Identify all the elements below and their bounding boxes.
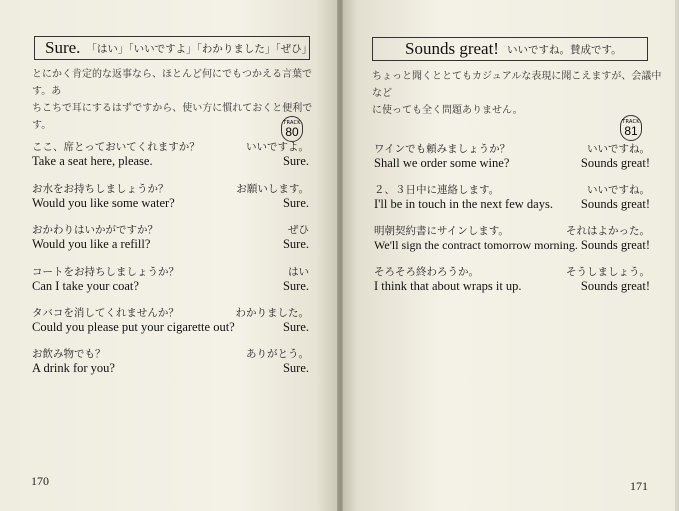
question-jp: ワインでも頼みましょうか？ — [374, 143, 511, 155]
reply-en: Sure. — [282, 154, 309, 168]
list-item — [32, 222, 309, 254]
reply-en: Sounds great! — [580, 238, 650, 252]
question-jp: そろそろ終わろうか。 — [374, 266, 479, 278]
question-jp: ２、３日中に連絡します。 — [374, 184, 500, 196]
reply-en: Sounds great! — [580, 197, 650, 211]
track-label: TRACK — [283, 120, 301, 126]
right-intro-line: ちょっと聞くととてもカジュアルな表現に聞こえますが、会議中など — [372, 71, 662, 99]
page-number: 170 — [31, 474, 49, 488]
reply-jp: いいですよ。 — [246, 141, 309, 153]
question-jp: 明朝契約書にサインします。 — [374, 225, 509, 237]
reply-jp: そうしましょう。 — [566, 266, 650, 278]
list-item — [32, 346, 309, 378]
reply-jp: はい — [288, 266, 309, 278]
left-title: Sure. — [45, 38, 81, 57]
book-spine — [337, 0, 343, 511]
reply-en: Sure. — [282, 279, 309, 293]
page-edge — [675, 0, 679, 511]
question-en: I'll be in touch in the next few days. — [374, 197, 553, 211]
question-jp: お飲み物でも？ — [32, 348, 106, 360]
list-item — [32, 181, 309, 213]
right-page — [340, 0, 679, 511]
left-subtitle: 「はい」「いいですよ」「わかりました」「ぜひ」 — [86, 42, 313, 55]
reply-jp: わかりました。 — [235, 307, 309, 319]
reply-en: Sure. — [282, 196, 309, 210]
question-en: Take a seat here, please. — [32, 154, 153, 168]
right-subtitle: いいですね。賛成です。 — [506, 43, 622, 56]
list-item — [374, 141, 650, 173]
reply-jp: いいですね。 — [587, 143, 650, 155]
list-item — [374, 182, 650, 214]
list-item — [32, 139, 309, 171]
right-intro-line: に使っても全く問題ありません。 — [372, 105, 523, 116]
question-jp: コートをお持ちしましょうか？ — [32, 266, 179, 278]
question-jp: ここ、席とっておいてくれますか？ — [32, 141, 200, 153]
left-intro-line: とにかく肯定的な返事なら、ほとんど何にでもつかえる言葉です。あ — [32, 69, 312, 97]
reply-en: Sure. — [282, 361, 309, 375]
right-intro — [372, 68, 662, 119]
question-jp: タバコを消してくれませんか？ — [32, 307, 179, 319]
question-en: Shall we order some wine? — [374, 156, 510, 170]
left-intro — [32, 66, 322, 134]
reply-jp: それはよかった。 — [566, 225, 650, 237]
track-number: 80 — [285, 125, 299, 139]
reply-en: Sounds great! — [580, 279, 650, 293]
reply-jp: ありがとう。 — [246, 348, 309, 360]
reply-jp: いいですね。 — [587, 184, 650, 196]
right-track-badge — [620, 115, 642, 141]
left-title-box — [34, 36, 313, 60]
reply-en: Sounds great! — [580, 156, 650, 170]
list-item — [32, 264, 309, 296]
question-en: Would you like a refill? — [32, 237, 151, 251]
question-en: Can I take your coat? — [32, 279, 139, 293]
question-en: A drink for you? — [32, 361, 115, 375]
reply-jp: お願いします。 — [236, 183, 309, 195]
page-number: 171 — [630, 479, 648, 493]
track-label: TRACK — [622, 119, 640, 125]
question-jp: おかわりはいかがですか？ — [32, 224, 158, 236]
reply-en: Sure. — [282, 237, 309, 251]
list-item — [32, 305, 309, 337]
right-title: Sounds great! — [405, 39, 499, 58]
question-en: Would you like some water? — [32, 196, 175, 210]
question-en: We'll sign the contract tomorrow morning. — [374, 238, 578, 252]
reply-jp: ぜひ — [288, 224, 309, 236]
track-number: 81 — [624, 124, 638, 138]
reply-en: Sure. — [282, 320, 309, 334]
list-item — [374, 264, 650, 296]
question-en: I think that about wraps it up. — [374, 279, 522, 293]
question-jp: お水をお持ちしましょうか？ — [32, 183, 169, 195]
question-en: Could you please put your cigarette out? — [32, 320, 235, 334]
list-item — [374, 223, 650, 255]
right-title-box — [372, 37, 648, 61]
left-intro-line: ちこちで耳にするはずですから、使い方に慣れておくと便利です。 — [32, 103, 313, 131]
